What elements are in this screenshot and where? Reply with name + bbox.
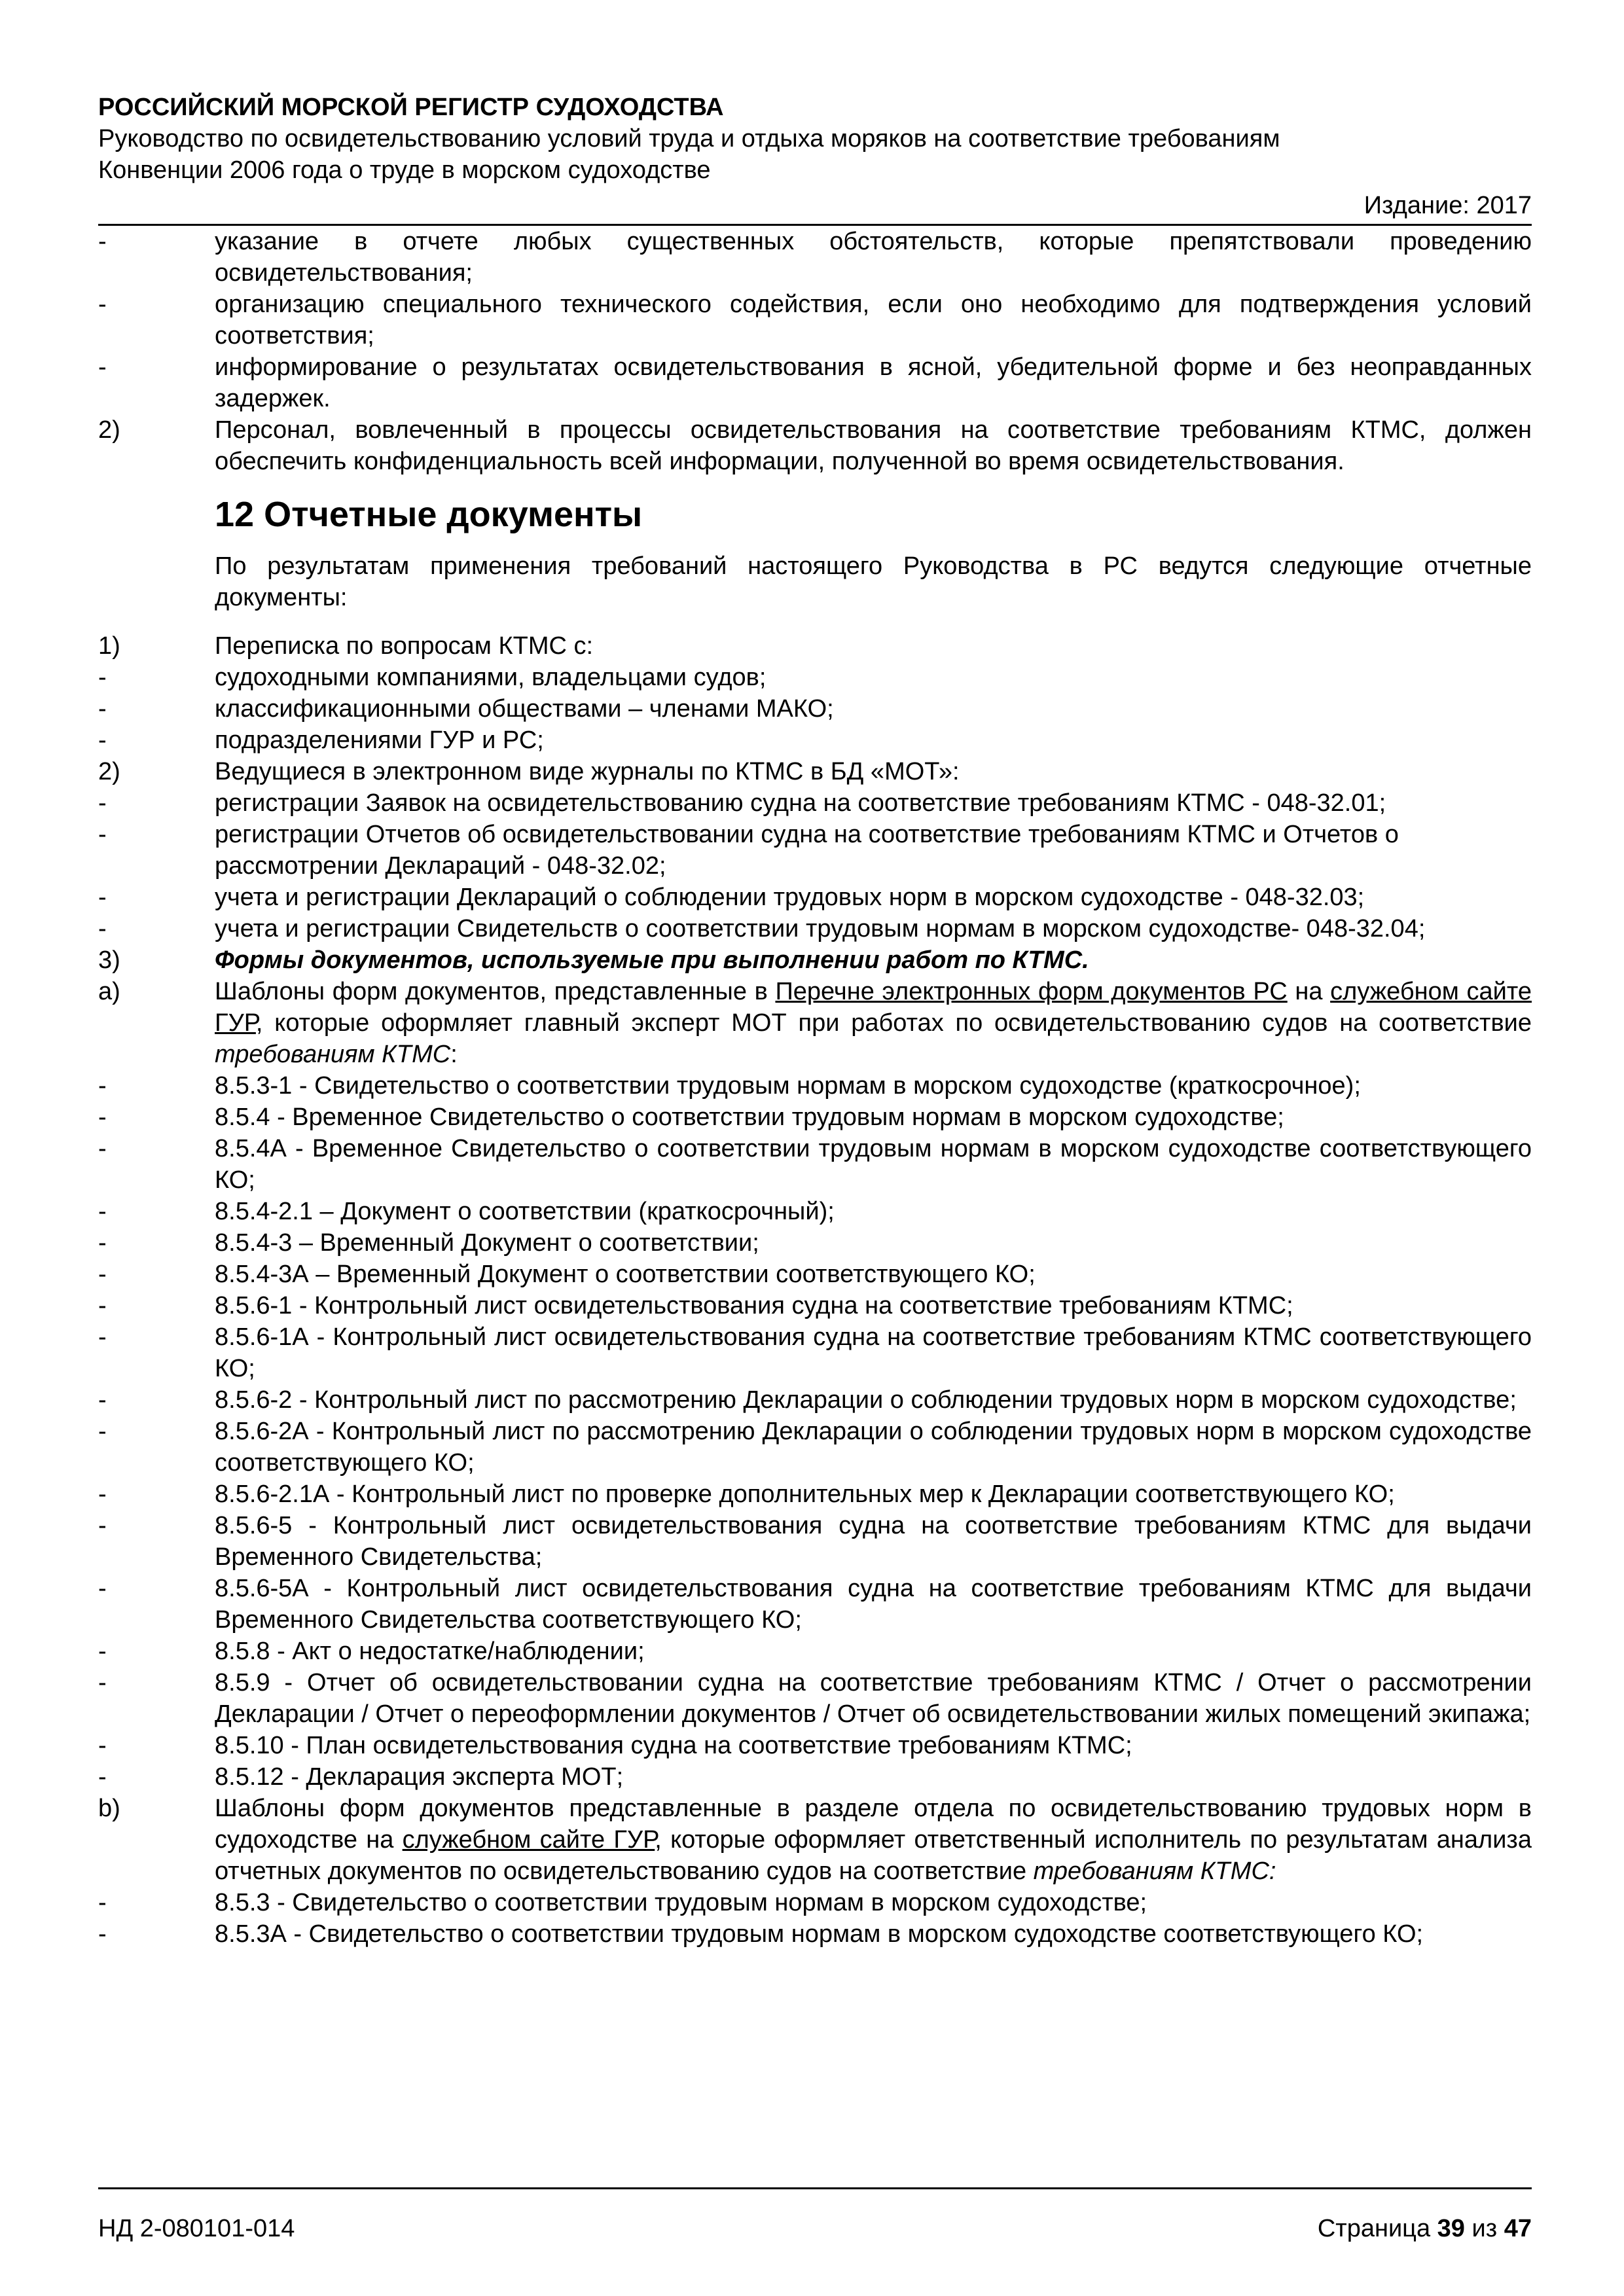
list-marker: - <box>98 1103 107 1131</box>
service-site-link[interactable]: служебном сайте ГУР <box>402 1826 655 1854</box>
list-item-text: 8.5.4А - Временное Свидетельство о соответствии трудовым нормам в морском судоходстве соответствующего КО; <box>215 1135 1532 1194</box>
list-marker: - <box>98 1669 107 1696</box>
list-marker: b) <box>98 1795 120 1822</box>
list-item-text: регистрации Отчетов об освидетельствовании судна на соответствие требованиям КТМС и Отчетов о рассмотрении Деклараций - 048-32.02; <box>215 821 1399 880</box>
list-marker: - <box>98 789 107 817</box>
list-item <box>98 1259 1532 1290</box>
list-marker: - <box>98 1889 107 1916</box>
list-marker: - <box>98 228 107 255</box>
list-item <box>98 1636 1532 1667</box>
text-run: , которые оформляет главный эксперт МОТ при работах по освидетельствованию судов на соответствие <box>255 1009 1532 1037</box>
list-item <box>98 1510 1532 1573</box>
list-item <box>98 1479 1532 1510</box>
list-item <box>98 1761 1532 1793</box>
list-item-text <box>215 976 1532 1070</box>
list-marker: 3) <box>98 946 120 974</box>
list-item <box>98 1290 1532 1321</box>
list-item-text: 8.5.6-5А - Контрольный лист освидетельствования судна на соответствие требованиям КТМС для выдачи Временного Свидетельства соответствующего КО; <box>215 1575 1532 1634</box>
list-marker: - <box>98 821 107 848</box>
list-marker: - <box>98 726 107 754</box>
list-marker: - <box>98 291 107 318</box>
list-item-text: классификационными обществами – членами МАКО; <box>215 695 834 723</box>
list-marker: - <box>98 1638 107 1665</box>
list-item-text: судоходными компаниями, владельцами судов; <box>215 664 767 691</box>
list-item <box>98 289 1532 351</box>
list-item <box>98 756 1532 787</box>
list-item-text: 8.5.3А - Свидетельство о соответствии трудовым нормам в морском судоходстве соответствующего КО; <box>215 1920 1424 1948</box>
list-item-text: 8.5.8 - Акт о недостатке/наблюдении; <box>215 1638 645 1665</box>
text-run: : <box>450 1041 458 1068</box>
list-item <box>98 1573 1532 1636</box>
list-item <box>98 882 1532 913</box>
list-marker: - <box>98 1261 107 1288</box>
list-marker: - <box>98 1072 107 1100</box>
service-site-link[interactable]: служебном сайте ГУР <box>215 978 1532 1037</box>
forms-list-link[interactable]: Перечне электронных форм документов РС <box>775 978 1288 1005</box>
list-item-text: Ведущиеся в электронном виде журналы по КТМС в БД «МОТ»: <box>215 758 960 785</box>
list-item <box>98 1793 1532 1887</box>
list-item-text: 8.5.4-2.1 – Документ о соответствии (краткосрочный); <box>215 1198 835 1225</box>
list-marker: - <box>98 884 107 911</box>
list-marker: - <box>98 1135 107 1162</box>
text-run-italic: требованиям КТМС <box>215 1041 451 1068</box>
list-item <box>98 976 1532 1070</box>
text-run: на <box>1287 978 1331 1005</box>
list-marker: - <box>98 1575 107 1602</box>
list-item-text: Персонал, вовлеченный в процессы освидетельствования на соответствие требованиям КТМС, должен обеспечить конфиденциальность всей информации, полученной во время освидетельствования. <box>215 416 1532 475</box>
list-item-text <box>215 1793 1532 1887</box>
list-item-text: 8.5.6-2.1А - Контрольный лист по проверке дополнительных мер к Декларации соответствующего КО; <box>215 1480 1395 1508</box>
list-item <box>98 944 1532 976</box>
list-item <box>98 1918 1532 1950</box>
list-marker: - <box>98 1920 107 1948</box>
list-marker: - <box>98 664 107 691</box>
list-item-text: указание в отчете любых существенных обстоятельств, которые препятствовали проведению освидетельствования; <box>215 228 1532 287</box>
list-marker: - <box>98 695 107 723</box>
list-item <box>98 1384 1532 1416</box>
list-item <box>98 1070 1532 1102</box>
list-item <box>98 1196 1532 1227</box>
list-item-text: 8.5.9 - Отчет об освидетельствовании судна на соответствие требованиям КТМС / Отчет о рассмотрении Декларации / Отчет о переоформлении документов / Отчет об освидетельствовании жилых помещений экипажа; <box>215 1669 1532 1728</box>
list-item <box>98 1887 1532 1918</box>
list-marker: - <box>98 1512 107 1539</box>
list-item <box>98 351 1532 414</box>
list-item-text: учета и регистрации Деклараций о соблюдении трудовых норм в морском судоходстве - 048-32.03; <box>215 884 1365 911</box>
list-item <box>98 1227 1532 1259</box>
of-label: из <box>1471 2215 1498 2242</box>
list-item-text: 8.5.6-2 - Контрольный лист по рассмотрению Декларации о соблюдении трудовых норм в морском судоходстве; <box>215 1386 1517 1414</box>
document-body <box>98 226 1532 1950</box>
list-item <box>98 662 1532 693</box>
section-intro-paragraph: По результатам применения требований настоящего Руководства в РС ведутся следующие отчетные документы: <box>215 552 1532 611</box>
list-item-text: организацию специального технического содействия, если оно необходимо для подтверждения условий соответствия; <box>215 291 1532 350</box>
page-footer <box>98 2187 1532 2244</box>
list-item <box>98 819 1532 882</box>
list-item-text: 8.5.12 - Декларация эксперта МОТ; <box>215 1763 624 1791</box>
list-item-text: 8.5.6-1А - Контрольный лист освидетельствования судна на соответствие требованиям КТМС соответствующего КО; <box>215 1323 1532 1382</box>
page-number: 39 <box>1437 2215 1465 2242</box>
list-item-text: 8.5.4 - Временное Свидетельство о соответствии трудовым нормам в морском судоходстве; <box>215 1103 1284 1131</box>
text-run: Шаблоны форм документов, представленные в <box>215 978 776 1005</box>
list-item-text: Переписка по вопросам КТМС с: <box>215 632 594 660</box>
list-item-text: 8.5.3 - Свидетельство о соответствии трудовым нормам в морском судоходстве; <box>215 1889 1147 1916</box>
list-item-text: учета и регистрации Свидетельств о соответствии трудовым нормам в морском судоходстве- 048-32.04; <box>215 915 1426 942</box>
list-item <box>98 1133 1532 1196</box>
footer-divider <box>98 2187 1532 2189</box>
list-item <box>98 725 1532 756</box>
organization-name: РОССИЙСКИЙ МОРСКОЙ РЕГИСТР СУДОХОДСТВА <box>98 94 724 121</box>
list-item-text: 8.5.3-1 - Свидетельство о соответствии трудовым нормам в морском судоходстве (краткосрочное); <box>215 1072 1361 1100</box>
list-item <box>98 913 1532 944</box>
list-item <box>98 693 1532 725</box>
footer-line <box>98 2213 1532 2244</box>
list-marker: 1) <box>98 632 120 660</box>
list-marker: 2) <box>98 758 120 785</box>
text-run: , которые оформляет ответственный исполнитель по результатам анализа отчетных документов по освидетельствованию судов на соответствие <box>215 1826 1532 1885</box>
list-item-text: подразделениями ГУР и РС; <box>215 726 544 754</box>
list-marker: - <box>98 353 107 381</box>
list-item <box>98 1667 1532 1730</box>
list-item <box>98 414 1532 477</box>
list-marker: - <box>98 1763 107 1791</box>
list-marker: - <box>98 1323 107 1351</box>
edition-label: Издание: 2017 <box>1363 192 1532 219</box>
text-run: Шаблоны форм документов представленные в разделе отдела по освидетельствованию трудовых норм в судоходстве на <box>215 1795 1532 1854</box>
list-marker: a) <box>98 978 120 1005</box>
document-code: НД 2-080101-014 <box>98 2215 295 2242</box>
list-item <box>98 787 1532 819</box>
list-item-text: 8.5.6-5 - Контрольный лист освидетельствования судна на соответствие требованиям КТМС для выдачи Временного Свидетельства; <box>215 1512 1532 1571</box>
list-marker: - <box>98 1480 107 1508</box>
list-item-text: 8.5.4-3 – Временный Документ о соответствии; <box>215 1229 759 1257</box>
document-subtitle-line-2: Конвенции 2006 года о труде в морском судоходстве <box>98 156 711 184</box>
list-marker: - <box>98 1229 107 1257</box>
list-item <box>98 1321 1532 1384</box>
page-total: 47 <box>1504 2215 1532 2242</box>
page-counter <box>1318 2213 1532 2244</box>
list-item-text: 8.5.4-3А – Временный Документ о соответствии соответствующего КО; <box>215 1261 1036 1288</box>
list-item-text: регистрации Заявок на освидетельствованию судна на соответствие требованиям КТМС - 048-32.01; <box>215 789 1386 817</box>
list-marker: - <box>98 915 107 942</box>
list-item-text: 8.5.6-2А - Контрольный лист по рассмотрению Декларации о соблюдении трудовых норм в морском судоходстве соответствующего КО; <box>215 1418 1532 1477</box>
list-marker: - <box>98 1292 107 1319</box>
list-item <box>98 1102 1532 1133</box>
page-header <box>98 92 1532 226</box>
document-subtitle-line-1: Руководство по освидетельствованию условий труда и отдыха моряков на соответствие требованиям <box>98 125 1280 152</box>
list-item <box>98 1416 1532 1479</box>
list-marker: 2) <box>98 416 120 444</box>
list-marker: - <box>98 1418 107 1445</box>
list-item <box>98 630 1532 662</box>
document-page <box>98 92 1532 2271</box>
list-item <box>98 1730 1532 1761</box>
page-label: Страница <box>1317 2215 1431 2242</box>
list-item-text: Формы документов, используемые при выполнении работ по КТМС. <box>215 946 1089 974</box>
list-marker: - <box>98 1386 107 1414</box>
list-item-text: 8.5.6-1 - Контрольный лист освидетельствования судна на соответствие требованиям КТМС; <box>215 1292 1293 1319</box>
list-item-text: 8.5.10 - План освидетельствования судна на соответствие требованиям КТМС; <box>215 1732 1132 1759</box>
list-marker: - <box>98 1198 107 1225</box>
list-item <box>98 226 1532 289</box>
list-marker: - <box>98 1732 107 1759</box>
section-heading: 12 Отчетные документы <box>215 495 643 534</box>
text-run-italic: требованиям КТМС: <box>1033 1857 1276 1885</box>
list-item-text: информирование о результатах освидетельствования в ясной, убедительной форме и без неоправданных задержек. <box>215 353 1532 412</box>
